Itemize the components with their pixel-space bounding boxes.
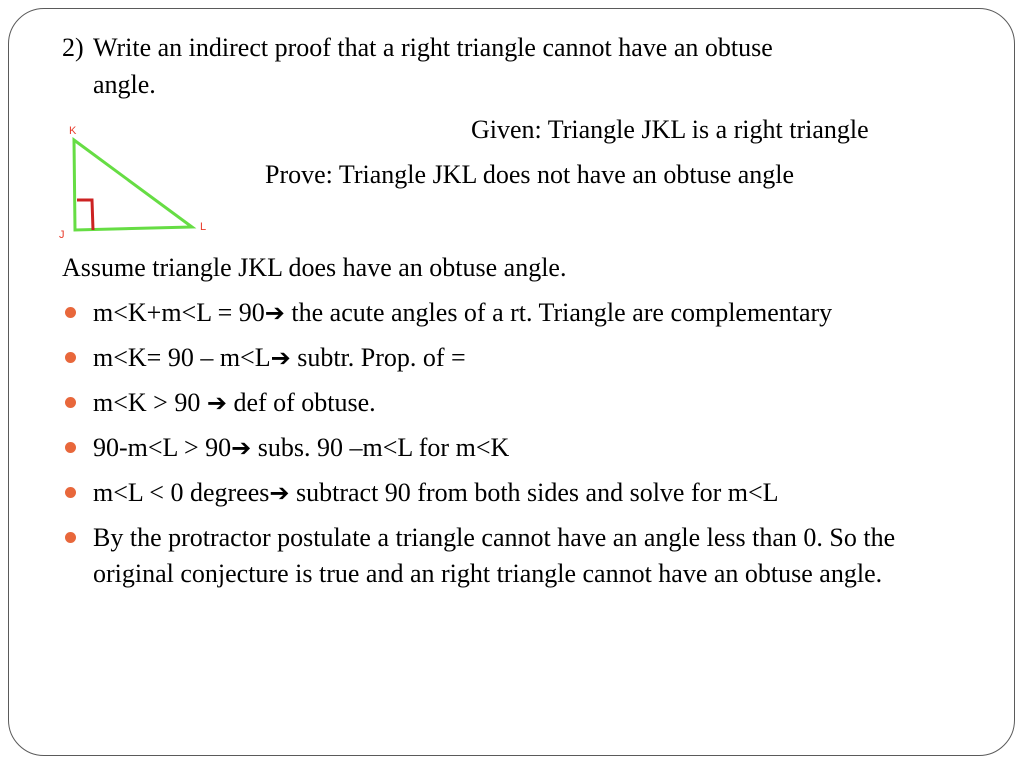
proof-step	[62, 475, 962, 511]
problem-statement-line1: Write an indirect proof that a right triangle cannot have an obtuse	[93, 33, 773, 62]
right-arrow-icon: ➔	[231, 434, 252, 462]
step-statement: m<L < 0 degrees	[93, 478, 270, 507]
prove-statement: Prove: Triangle JKL does not have an obtuse angle	[265, 160, 795, 189]
proof-step	[62, 385, 962, 421]
proof-step	[62, 340, 962, 376]
proof-steps-list	[62, 295, 962, 601]
vertex-label-k: K	[69, 125, 77, 137]
right-arrow-icon: ➔	[264, 299, 285, 327]
right-arrow-icon: ➔	[270, 344, 291, 372]
step-reason: subs. 90 –m<L for m<K	[251, 433, 510, 462]
step-statement: 90-m<L > 90	[93, 433, 232, 462]
bullet-dot-icon	[65, 487, 76, 498]
step-reason: def of obtuse.	[226, 388, 376, 417]
triangle-jkl-figure	[55, 122, 225, 242]
given-statement: Given: Triangle JKL is a right triangle	[471, 115, 869, 144]
bullet-dot-icon	[65, 532, 76, 543]
step-reason: subtr. Prop. of =	[290, 343, 466, 372]
problem-statement-line2: angle.	[93, 70, 156, 99]
step-reason: the acute angles of a rt. Triangle are complementary	[284, 298, 833, 327]
assumption-statement: Assume triangle JKL does have an obtuse angle.	[62, 253, 567, 282]
conclusion-text: By the protractor postulate a triangle cannot have an angle less than 0. So the original conjecture is true and an right triangle cannot have an obtuse angle.	[93, 523, 896, 588]
vertex-label-l: L	[200, 221, 207, 233]
step-statement: m<K+m<L = 90	[93, 298, 265, 327]
proof-step-conclusion	[62, 520, 962, 592]
proof-step	[62, 295, 962, 331]
bullet-dot-icon	[65, 442, 76, 453]
bullet-dot-icon	[65, 352, 76, 363]
step-statement: m<K= 90 – m<L	[93, 343, 271, 372]
right-arrow-icon: ➔	[206, 389, 227, 417]
step-reason: subtract 90 from both sides and solve for m<L	[289, 478, 779, 507]
bullet-dot-icon	[65, 397, 76, 408]
vertex-label-j: J	[59, 229, 65, 241]
right-angle-mark	[77, 200, 93, 230]
bullet-dot-icon	[65, 307, 76, 318]
problem-number: 2)	[62, 33, 84, 62]
step-statement: m<K > 90	[93, 388, 207, 417]
proof-step	[62, 430, 962, 466]
right-arrow-icon: ➔	[269, 479, 290, 507]
